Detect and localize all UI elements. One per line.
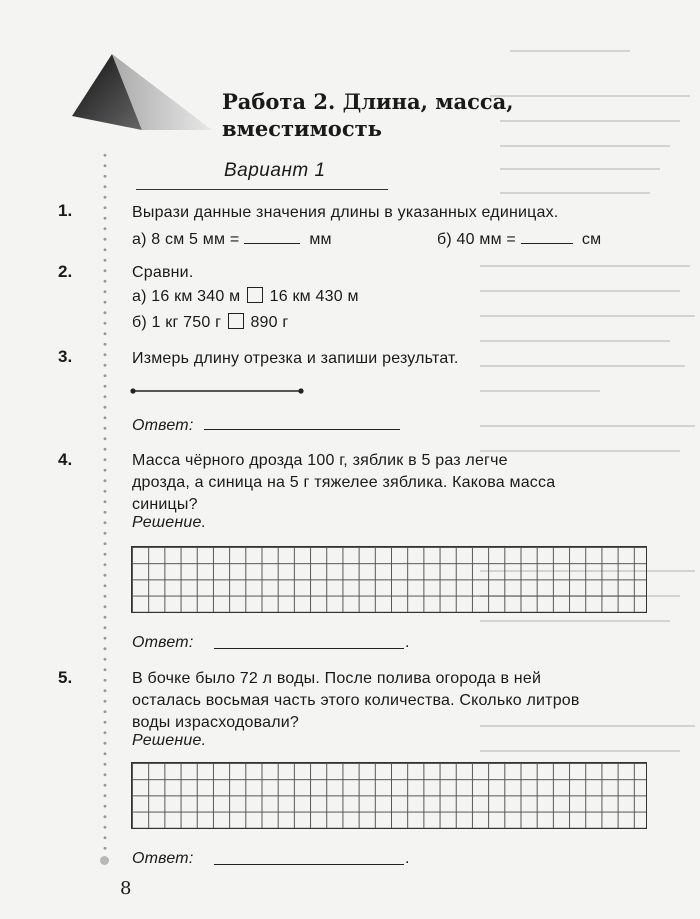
task-4-answer-end: . (405, 634, 410, 651)
task-2-question: Сравни. (132, 264, 194, 281)
task-4-solution-grid[interactable] (131, 546, 647, 613)
task-5-answer-line[interactable] (214, 864, 404, 865)
task-5-solution-label: Решение. (132, 732, 207, 749)
task-4-answer-line[interactable] (214, 648, 404, 649)
task-5-solution-grid[interactable] (131, 762, 647, 829)
task-2-b-compare-box[interactable] (228, 313, 244, 329)
task-1-a-answer-blank[interactable] (244, 229, 300, 244)
task-1-number: 1. (58, 201, 73, 220)
task-2-number: 2. (58, 262, 73, 281)
task-1-b-answer-blank[interactable] (521, 229, 573, 244)
task-2-a-compare-box[interactable] (247, 287, 263, 303)
task-5-number: 5. (58, 668, 73, 687)
task-4-number: 4. (58, 450, 73, 469)
variant-underline (136, 189, 388, 190)
dotted-margin-line (103, 150, 107, 865)
task-4-solution-label: Решение. (132, 514, 207, 531)
triangle-logo-icon (72, 46, 212, 130)
task-1-part-b: б) 40 мм = см (437, 231, 602, 248)
task-5-answer-label: Ответ: (132, 850, 194, 867)
task-2-part-a: а) 16 км 340 м 16 км 430 м (132, 288, 359, 305)
task-2-part-b: б) 1 кг 750 г 890 г (132, 314, 289, 331)
task-4-answer-label: Ответ: (132, 634, 194, 651)
page-title: Работа 2. Длина, масса, вместимость (222, 89, 514, 141)
task-3-answer-label: Ответ: (132, 417, 194, 434)
task-5-text: В бочке было 72 л воды. После полива огорода в ней осталась восьмая часть этого количества. Сколько литров воды израсходовали? (132, 670, 580, 731)
task-1-part-a: а) 8 см 5 мм = мм (132, 231, 332, 248)
task-5-answer-end: . (405, 850, 410, 867)
measure-segment (128, 386, 306, 396)
task-4-text: Масса чёрного дрозда 100 г, зяблик в 5 раз легче дрозда, а синица на 5 г тяжелее зяблика. Какова масса синицы? (132, 452, 556, 513)
task-3-number: 3. (58, 347, 73, 366)
margin-dot (100, 856, 109, 865)
task-1-question: Вырази данные значения длины в указанных единицах. (132, 204, 559, 221)
variant-label: Вариант 1 (224, 160, 326, 181)
page-number: 8 (120, 878, 132, 899)
task-3-answer-line[interactable] (204, 429, 400, 430)
task-3-question: Измерь длину отрезка и запиши результат. (132, 350, 459, 367)
